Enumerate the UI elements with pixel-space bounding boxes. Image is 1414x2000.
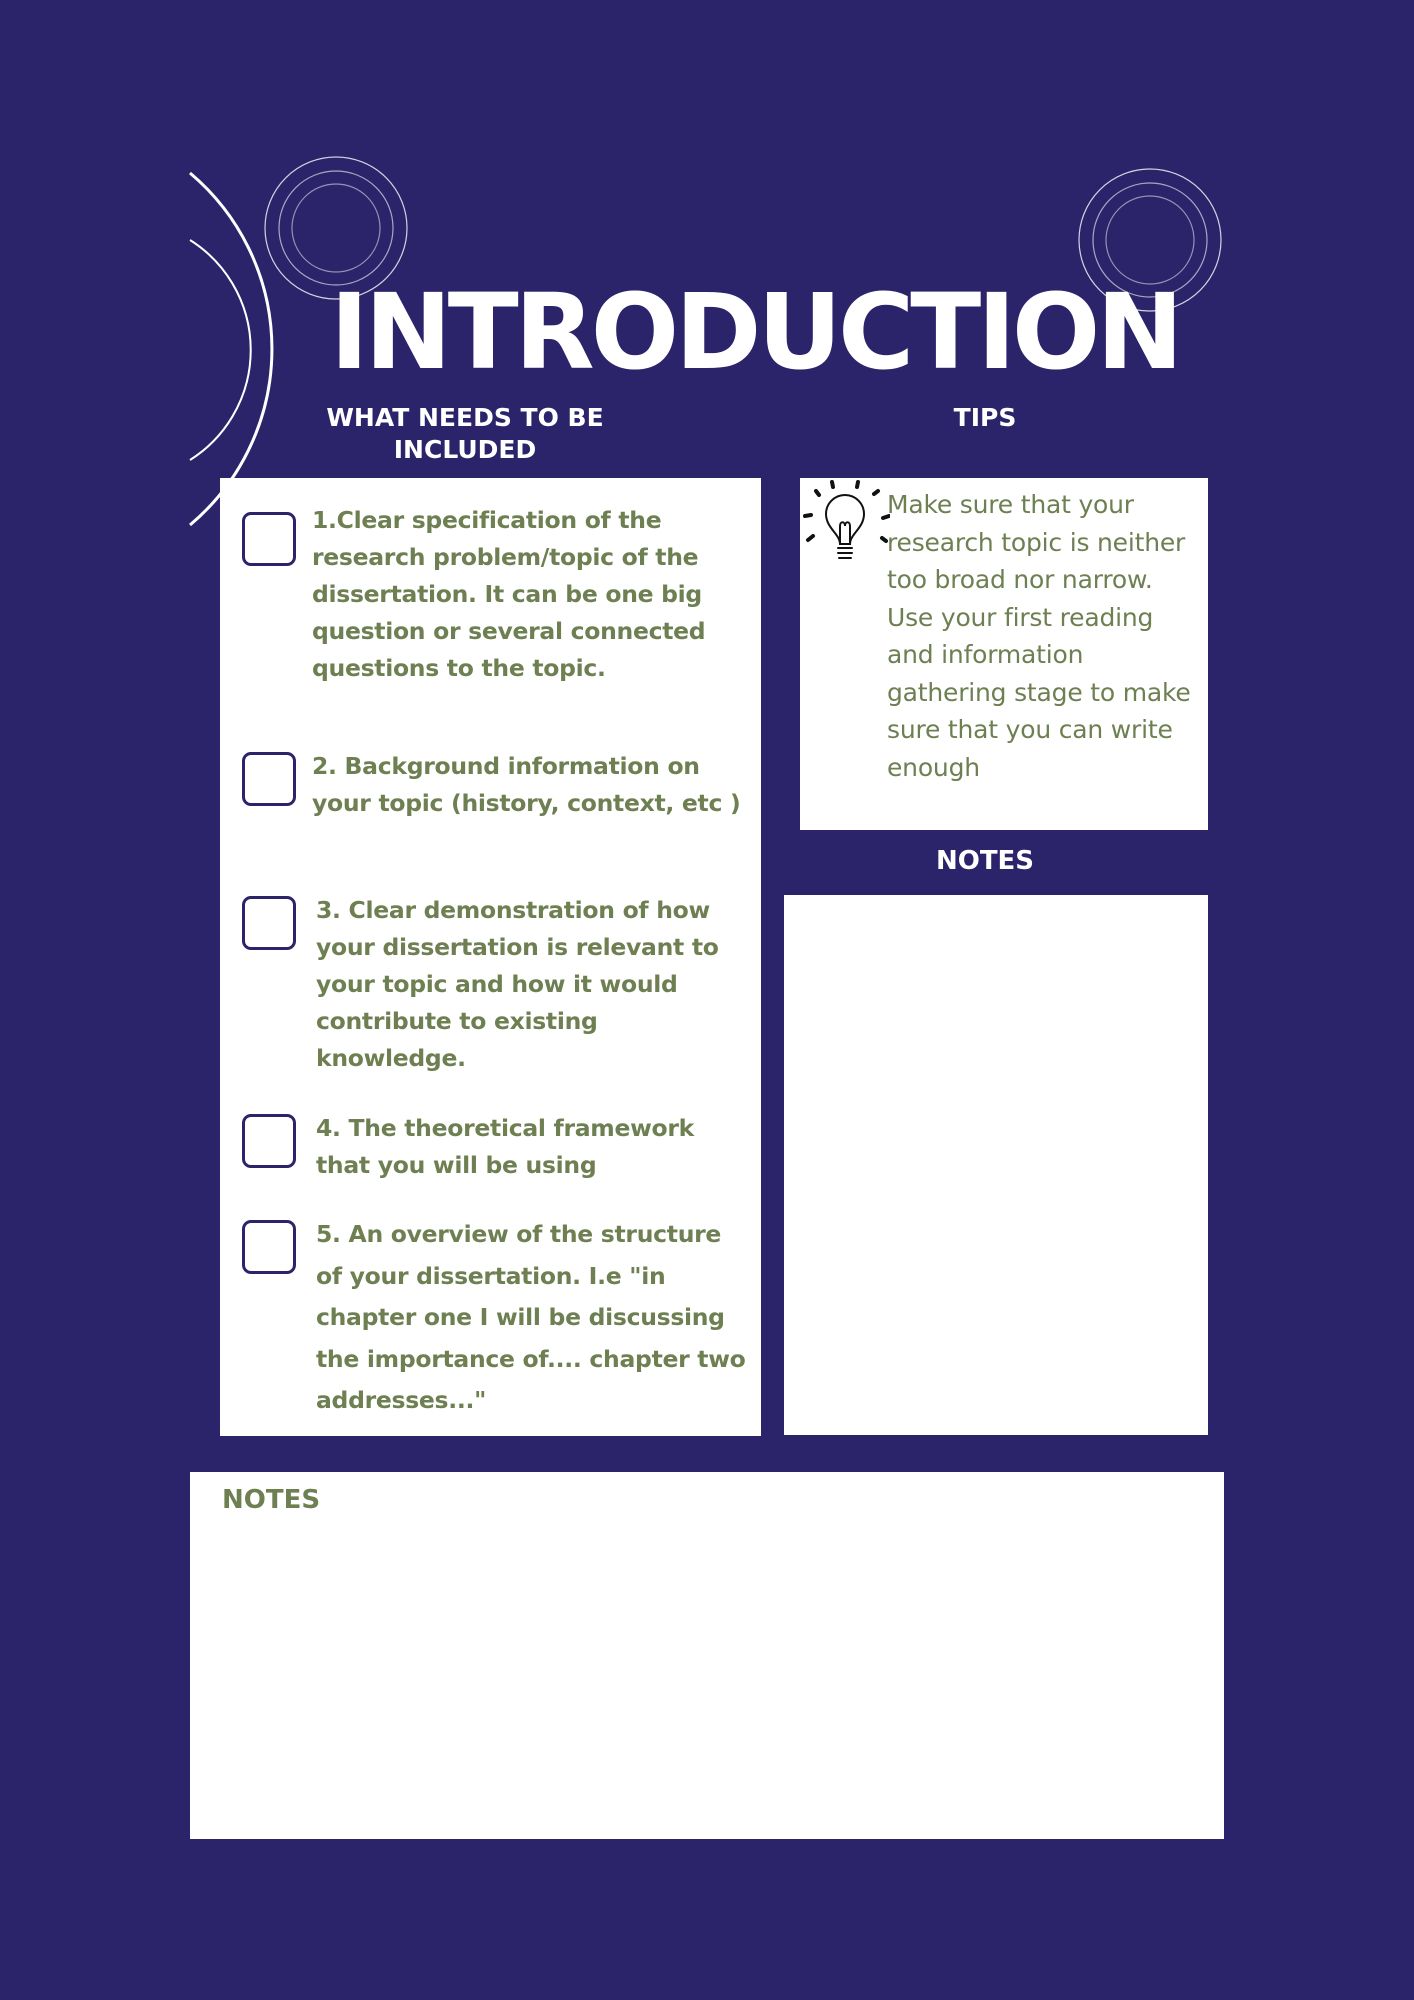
checkbox-3[interactable] (242, 896, 296, 950)
checklist-item-text: 4. The theoretical framework that you will be using (316, 1114, 694, 1179)
checkbox-2[interactable] (242, 752, 296, 806)
page-title: INTRODUCTION (330, 271, 1180, 393)
tips-text: Make sure that your research topic is neither too broad nor narrow. Use your first reading and information gathering stage to make sure that you can write enough (887, 490, 1191, 782)
side-notes-label: NOTES (935, 846, 1035, 876)
checkbox-4[interactable] (242, 1114, 296, 1168)
checklist-item-text: 2. Background information on your topic (history, context, etc ) (312, 752, 741, 817)
checkbox-5[interactable] (242, 1220, 296, 1274)
checklist-card (220, 478, 761, 1436)
checkbox-1[interactable] (242, 512, 296, 566)
checklist-item-text: 1.Clear specification of the research problem/topic of the dissertation. It can be one big question or several connected questions to the topic. (312, 506, 706, 682)
tips-heading: TIPS (953, 403, 1017, 432)
checklist-item-text: 3. Clear demonstration of how your dissertation is relevant to your topic and how it would contribute to existing knowledge. (316, 896, 719, 1072)
checklist-item-text: 5. An overview of the structure of your dissertation. I.e "in chapter one I will be discussing the importance of.... chapter two addresses..." (316, 1220, 746, 1414)
side-notes-area[interactable] (784, 895, 1208, 1435)
checklist-heading: WHAT NEEDS TO BE INCLUDED (326, 403, 604, 464)
bottom-notes-label: NOTES (222, 1485, 321, 1515)
lightbulb-icon (800, 478, 890, 578)
bottom-notes-area[interactable] (190, 1472, 1224, 1839)
tips-card (800, 478, 1208, 830)
